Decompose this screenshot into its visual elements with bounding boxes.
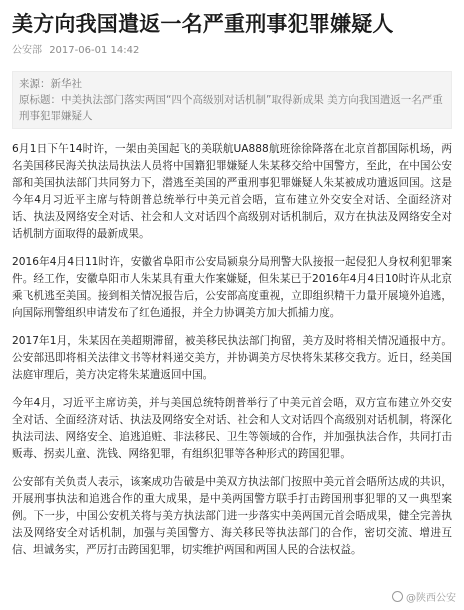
- watermark-text: @陕西公安: [406, 593, 456, 604]
- weibo-watermark: [392, 589, 456, 604]
- paragraph-2: 2016年4月4日11时许，安徽省阜阳市公安局颍泉分局刑警大队接报一起侵犯人身权利犯罪案件。经工作，安徽阜阳市人朱某具有重大作案嫌疑，但朱某已于2016年4月4日10时许从北京乘飞机逃至美国。接到相关情况报告后，公安部高度重视，立即组织精干力量开展境外追逃，向国际刑警组织申请发布了红色通报，并全力协调美方加大抓捕力度。: [12, 256, 452, 319]
- article-page: [0, 10, 464, 559]
- source-line: 来源：新华社: [19, 78, 82, 90]
- paragraph-3: 2017年1月，朱某因在美超期滞留，被美移民执法部门拘留，美方及时将相关情况通报中方。公安部迅即将相关法律文书等材料递交美方，并协调美方尽快将朱某移交我方。近日，经美国法庭审理后，美方决定将朱某遣返回中国。: [12, 335, 452, 381]
- paragraph-5: 公安部有关负责人表示，该案成功告破是中美双方执法部门按照中美元首会晤所达成的共识，开展刑事执法和追逃合作的重大成果，是中美两国警方联手打击跨国刑事犯罪的又一典型案例。下一步，中国公安机关将与美方执法部门进一步落实中美两国元首会晤成果，健全完善执法及网络安全对话机制，加强与美国警方、海关移民等执法部门的合作，密切交流、增进互信、坦诚务实，严厉打击跨国犯罪，切实维护两国和两国人民的合法权益。: [12, 476, 452, 556]
- article-meta: [12, 45, 452, 57]
- paragraph-4: 今年4月，习近平主席访美，并与美国总统特朗普举行了中美元首会晤，双方宣布建立外交安全对话、全面经济对话、执法及网络安全对话、社会和人文对话四个高级别对话机制，将深化执法司法、网络安全、追逃追赃、非法移民、卫生等领域的合作，并加强执法合作，共同打击贩毒、拐卖儿童、洗钱、网络犯罪，有组织犯罪等各种形式的跨国犯罪。: [12, 397, 452, 460]
- article-body: [12, 141, 452, 559]
- weibo-icon: [392, 591, 403, 602]
- source-box: [12, 71, 452, 129]
- paragraph-1: 6月1日下午14时许，一架由美国起飞的美联航UA888航班徐徐降落在北京首都国际机场，两名美国移民海关执法局执法人员将中国籍犯罪嫌疑人朱某移交给中国警方，至此，在中国公安部和美国执法部门共同努力下，潜逃至美国的严重刑事犯罪嫌疑人朱某被成功遣返回国。这是今年4月习近平主席与特朗普总统举行中美元首会晤，宣布建立外交安全对话、全面经济对话、执法及网络安全对话、社会和人文对话四个高级别对话机制后，双方在执法及网络安全对话机制方面取得的最新成果。: [12, 143, 452, 240]
- article-title: 美方向我国遣返一名严重刑事犯罪嫌疑人: [12, 12, 394, 36]
- publisher-name[interactable]: 公安部: [12, 45, 42, 56]
- original-title-line: 原标题：中美执法部门落实两国“四个高级别对话机制”取得新成果 美方向我国遣返一名严重刑事犯罪嫌疑人: [19, 94, 443, 122]
- publish-datetime: 2017-06-01 14:42: [49, 45, 140, 56]
